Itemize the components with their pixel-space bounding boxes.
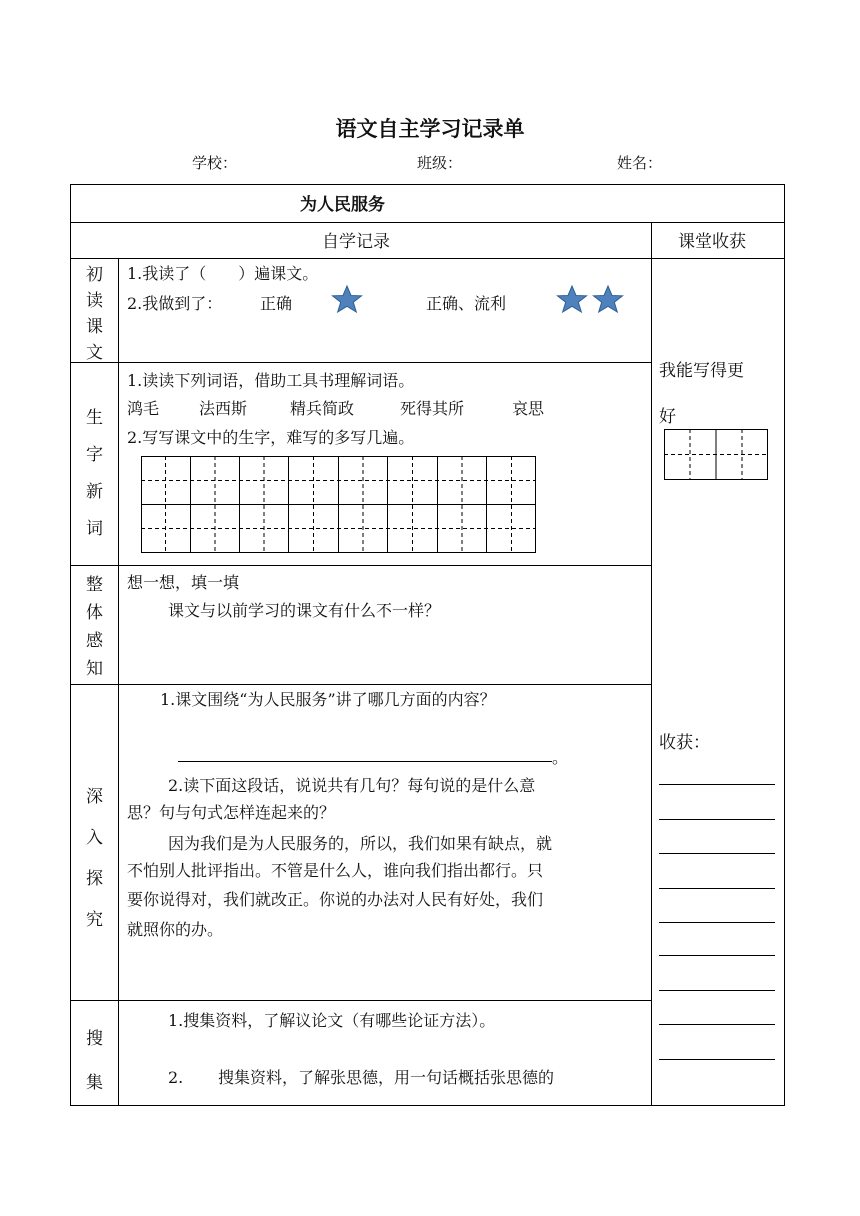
section-label-first-read: 初 读 课 文	[86, 265, 103, 363]
option-correct: 正确	[260, 294, 293, 313]
page-title: 语文自主学习记录单	[335, 117, 525, 141]
section-label-overall: 整 体 感 知	[86, 575, 103, 679]
word-item: 精兵简政	[290, 399, 355, 418]
class-label: 班级：	[417, 154, 463, 172]
school-label: 学校：	[192, 154, 238, 172]
read-count-line: 1.我读了（ ）遍课文。	[127, 264, 319, 283]
star-icon[interactable]	[331, 285, 363, 313]
word-item: 哀思	[512, 399, 545, 418]
word-item: 鸿毛	[127, 399, 160, 418]
passage-line: 就照你的办。	[127, 920, 224, 939]
think-fill: 想一想，填一填	[127, 573, 240, 592]
passage-line: 要你说得对，我们就改正。你说的办法对人民有好处，我们	[127, 890, 544, 909]
practice-grid[interactable]	[664, 429, 769, 481]
write-better-label: 我能写得更	[659, 361, 744, 381]
name-label: 姓名：	[617, 154, 663, 172]
achieved-label: 2.我做到了：	[127, 294, 223, 313]
write-better-label-cont: 好	[659, 407, 676, 427]
question-2: 2.读下面这段话，说说共有几句？每句说的是什么意	[168, 776, 536, 795]
star-icon[interactable]	[556, 285, 588, 313]
word-item: 死得其所	[400, 399, 465, 418]
compare-question: 课文与以前学习的课文有什么不一样？	[168, 601, 441, 620]
word-item: 法西斯	[199, 399, 248, 418]
col-header-record: 自学记录	[322, 232, 390, 252]
collect-item-2-number: 2.	[168, 1068, 184, 1087]
star-icon[interactable]	[592, 285, 624, 313]
collect-item-2: 搜集资料，了解张思德，用一句话概括张思德的	[218, 1068, 555, 1087]
question-1: 1.课文围绕“为人民服务”讲了哪几方面的内容？	[160, 690, 496, 709]
words-instruction: 1.读读下列词语，借助工具书理解词语。	[127, 371, 415, 390]
col-header-gain: 课堂收获	[678, 232, 746, 252]
lesson-title: 为人民服务	[300, 195, 385, 215]
answer-line[interactable]	[178, 761, 552, 762]
write-instruction: 2.写写课文中的生字，难写的多写几遍。	[127, 428, 415, 447]
writing-grid[interactable]	[141, 456, 537, 554]
section-label-deep-explore: 深 入 探 究	[86, 787, 103, 930]
passage-line: 不怕别人批评指出。不管是什么人，谁向我们指出都行。只	[127, 861, 544, 880]
collect-item-1: 1.搜集资料，了解议论文（有哪些论证方法）。	[168, 1011, 496, 1030]
question-2-cont: 思？句与句式怎样连起来的？	[127, 803, 336, 822]
harvest-label: 收获：	[659, 733, 710, 753]
answer-end-mark: 。	[552, 748, 569, 767]
section-label-new-words: 生 字 新 词	[86, 408, 103, 539]
section-label-collect: 搜 集	[86, 1029, 103, 1093]
passage-line: 因为我们是为人民服务的，所以，我们如果有缺点，就	[168, 834, 553, 853]
option-correct-fluent: 正确、流利	[426, 294, 507, 313]
